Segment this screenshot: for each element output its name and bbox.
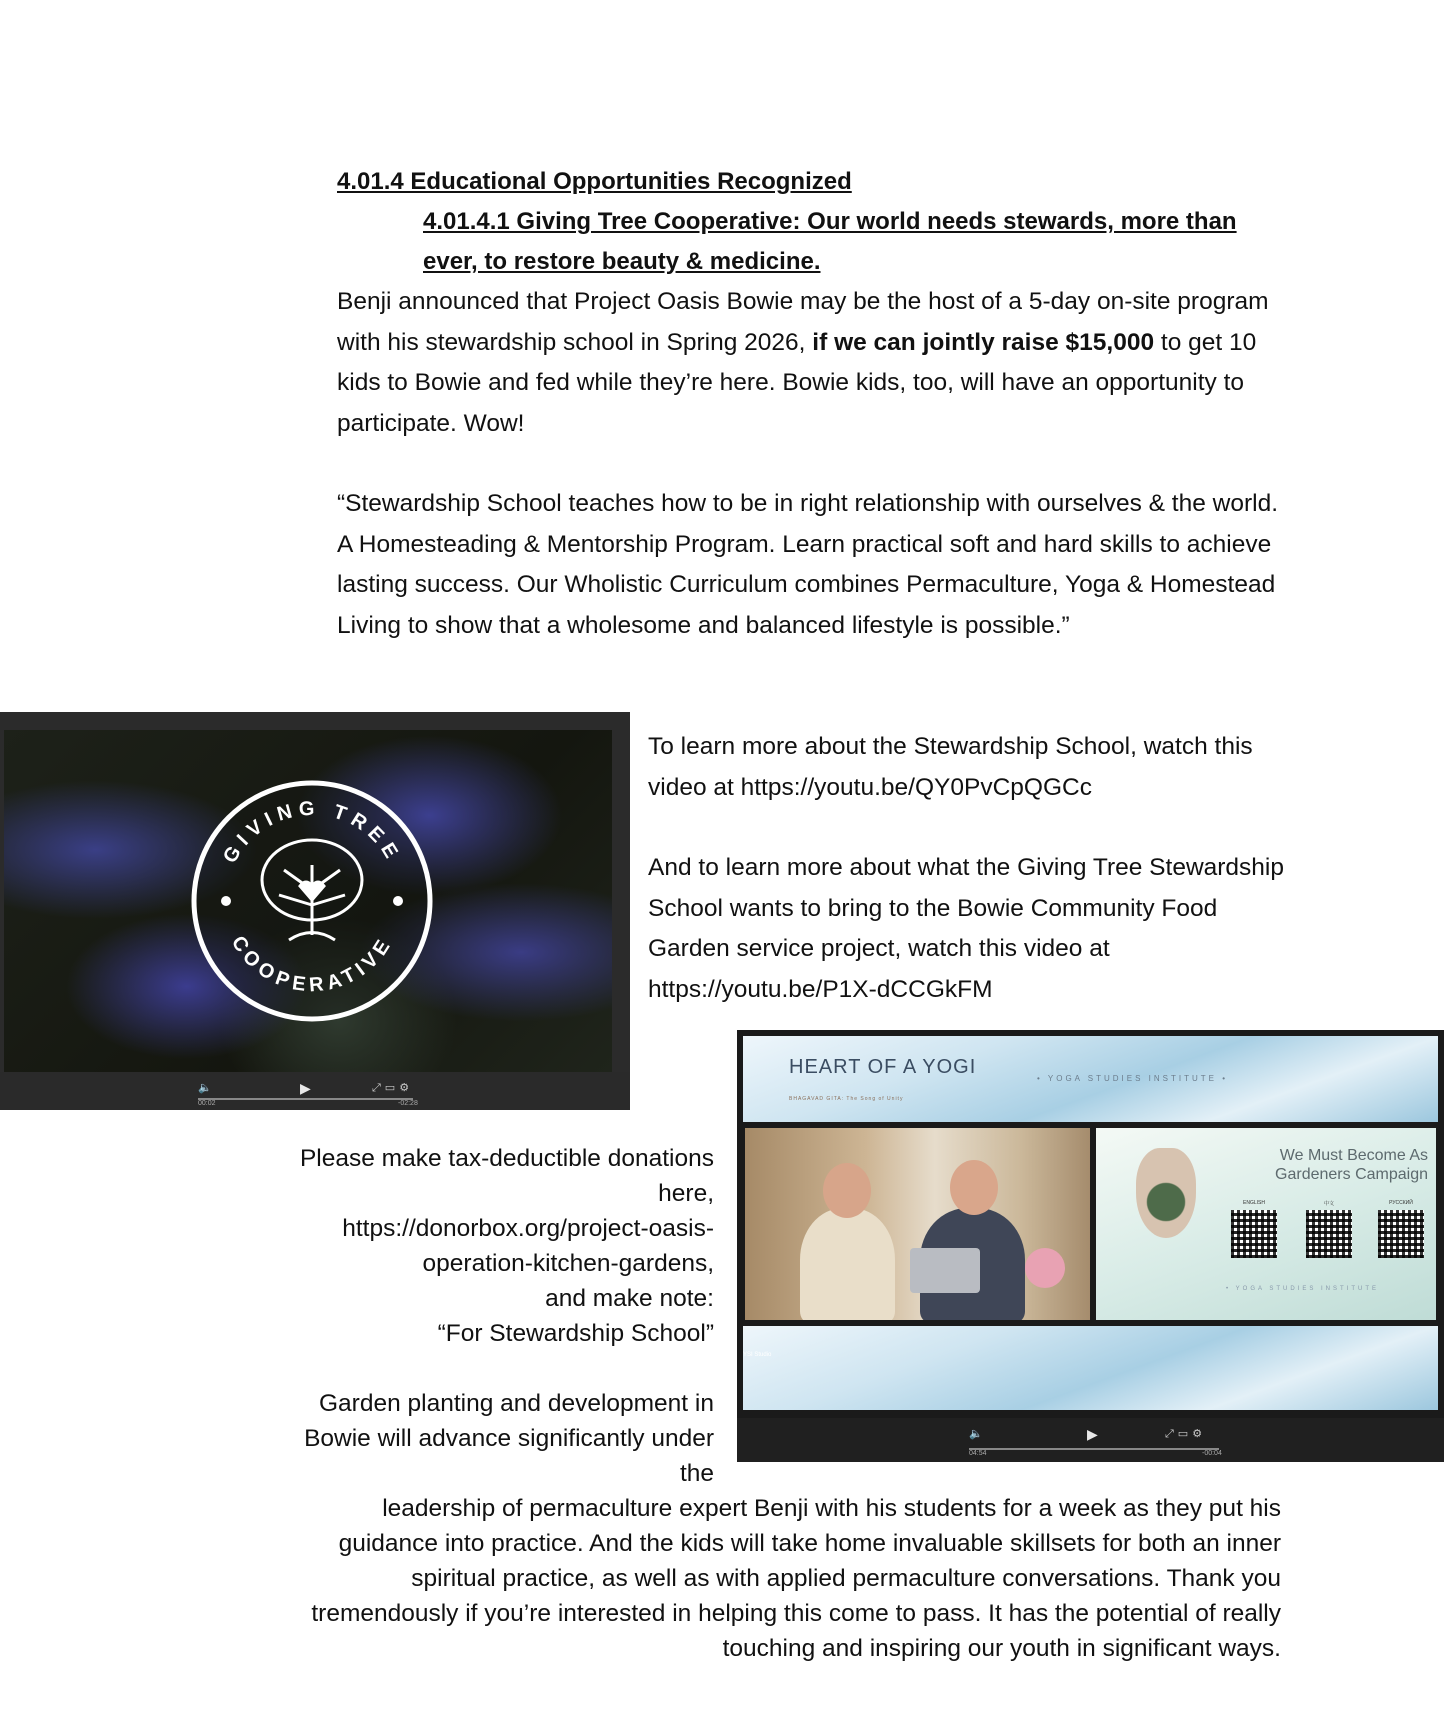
play-icon[interactable]: ▶ xyxy=(1087,1426,1098,1442)
fullscreen-icon[interactable]: ⤢▭⚙ xyxy=(1165,1428,1207,1440)
progress-track[interactable] xyxy=(969,1448,1219,1450)
heart-of-a-yogi-video[interactable] xyxy=(737,1030,1444,1462)
logo-text-top: GIVING TREE xyxy=(219,797,405,868)
play-icon[interactable]: ▶ xyxy=(300,1080,311,1096)
time-remaining: -02:28 xyxy=(398,1100,418,1107)
progress-track[interactable] xyxy=(198,1098,413,1100)
section-subheading: 4.01.4.1 Giving Tree Cooperative: Our world needs stewards, more than ever, to restore beauty & medicine. xyxy=(423,208,1237,275)
video-frame xyxy=(4,730,612,1072)
announcement-bold: if we can jointly raise $15,000 xyxy=(812,328,1155,356)
qr-label-russian: РУССКИЙ xyxy=(1389,1200,1413,1206)
qr-label-chinese: 中文 xyxy=(1323,1201,1334,1207)
video-subtitle: BHAGAVAD GITA: The Song of Unity xyxy=(789,1096,904,1102)
announcement-text-1: Benji announced that Project Oasis Bowie may be the host of a 5-day on-site program with his stewardship school in Spring 2026, xyxy=(337,288,1269,356)
footer-water xyxy=(743,1326,1438,1410)
video-title: HEART OF A YOGI xyxy=(789,1056,977,1078)
fullscreen-icon[interactable]: ⤢▭⚙ xyxy=(372,1082,414,1094)
seedling-hand xyxy=(1136,1148,1196,1238)
qr-code-russian[interactable] xyxy=(1378,1210,1424,1258)
qr-code-english[interactable] xyxy=(1231,1210,1277,1258)
learn-more-paragraph-1: To learn more about the Stewardship School, watch this video at https://youtu.be/QY0PvCpQGCc xyxy=(648,733,1253,801)
studio-label: YSI Studio xyxy=(743,1352,772,1358)
speakers-frame xyxy=(745,1128,1090,1320)
campaign-slide xyxy=(1096,1128,1436,1320)
donation-line-2: and make note: xyxy=(545,1285,714,1312)
institute-label: • YOGA STUDIES INSTITUTE • xyxy=(1037,1074,1229,1083)
speaker-right-head xyxy=(950,1160,998,1215)
qr-label-english: ENGLISH xyxy=(1243,1200,1265,1206)
video-controls xyxy=(0,1072,630,1110)
campaign-title: We Must Become As Gardeners Campaign xyxy=(1275,1147,1428,1183)
laptop xyxy=(910,1248,980,1293)
learn-more-paragraph-2: And to learn more about what the Giving Tree Stewardship School wants to bring to the Bowie Community Food Garden service project, watch this video at https://youtu.be/P1X-dCCGkFM xyxy=(648,854,1284,1003)
garden-paragraph-start: Garden planting and development in Bowie will advance significantly under the xyxy=(304,1390,714,1487)
section-heading: 4.01.4 Educational Opportunities Recognized xyxy=(337,168,852,195)
time-elapsed: 04:54 xyxy=(969,1450,987,1457)
donation-line-1: Please make tax-deductible donations here, xyxy=(299,1145,714,1207)
garden-paragraph-end: leadership of permaculture expert Benji with his students for a week as they put his guidance into practice. And the kids will take home invaluable skillsets for both an inner spiritual practice, as well as with applied permaculture conversations. Thank you tremendously if you’re interested in helping this come to pass. It has the potential of really touching and inspiring our youth in significant ways. xyxy=(311,1495,1281,1662)
time-elapsed: 00:02 xyxy=(198,1100,216,1107)
speaker-left xyxy=(800,1208,895,1320)
giving-tree-logo xyxy=(4,730,612,1072)
donation-url[interactable]: https://donorbox.org/project-oasis-operation-kitchen-gardens, xyxy=(342,1215,714,1277)
volume-icon[interactable]: 🔈 xyxy=(198,1082,212,1094)
logo-text-bottom: COOPERATIVE xyxy=(226,932,398,997)
giving-tree-video[interactable] xyxy=(0,712,630,1110)
volume-icon[interactable]: 🔈 xyxy=(969,1428,983,1440)
donation-note: “For Stewardship School” xyxy=(437,1320,714,1347)
time-remaining: -00:04 xyxy=(1202,1450,1222,1457)
qr-code-chinese[interactable] xyxy=(1306,1210,1352,1258)
slide-footer: • YOGA STUDIES INSTITUTE xyxy=(1226,1286,1380,1292)
speaker-left-head xyxy=(823,1163,871,1218)
announcement-paragraph xyxy=(337,282,1297,444)
flowers xyxy=(1025,1248,1065,1288)
donation-block xyxy=(270,1141,714,1351)
announcement-text-2: to get 10 kids to Bowie and fed while they’re here. Bowie kids, too, will have an opportunity to participate. Wow! xyxy=(337,328,1257,437)
stewardship-quote: “Stewardship School teaches how to be in right relationship with ourselves & the world. A Homesteading & Mentorship Program. Learn practical soft and hard skills to achieve lasting success. Our Wholistic Curriculum combines Permaculture, Yoga & Homestead Living to show that a wholesome and balanced lifestyle is possible.” xyxy=(337,490,1279,639)
video2-controls xyxy=(737,1418,1444,1462)
